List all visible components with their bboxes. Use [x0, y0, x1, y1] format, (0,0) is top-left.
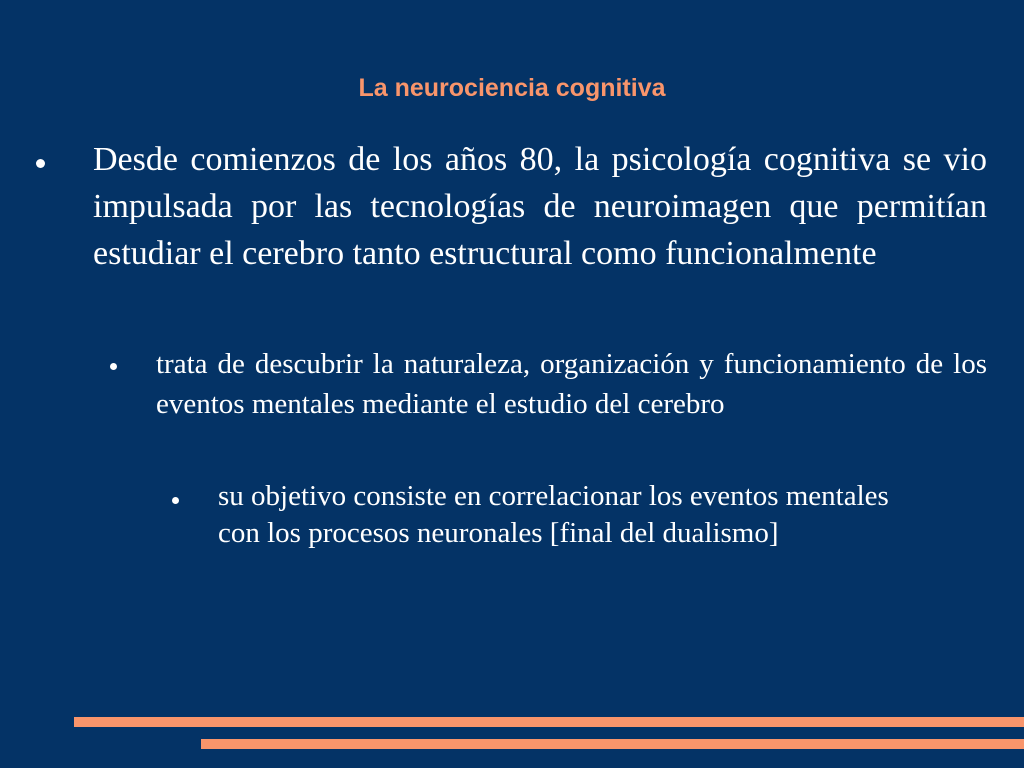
decorative-bar-top [74, 717, 1024, 727]
bullet-text: trata de descubrir la naturaleza, organización y funcionamiento de los eventos mentales mediante el estudio del cerebro [156, 348, 987, 420]
decorative-bar-bottom [201, 739, 1024, 749]
bullet-text: Desde comienzos de los años 80, la psicología cognitiva se vio impulsada por las tecnologías de neuroimagen que permitían estudiar el cerebro tanto estructural como funcionalmente [93, 141, 987, 272]
slide-title: La neurociencia cognitiva [358, 74, 666, 102]
bullet-text: su objetivo consiste en correlacionar los eventos mentales con los procesos neuronales [final del dualismo] [218, 480, 889, 549]
bullet-dot-icon [172, 497, 179, 504]
bullet-dot-icon [36, 159, 45, 168]
bullet-dot-icon [110, 363, 117, 370]
